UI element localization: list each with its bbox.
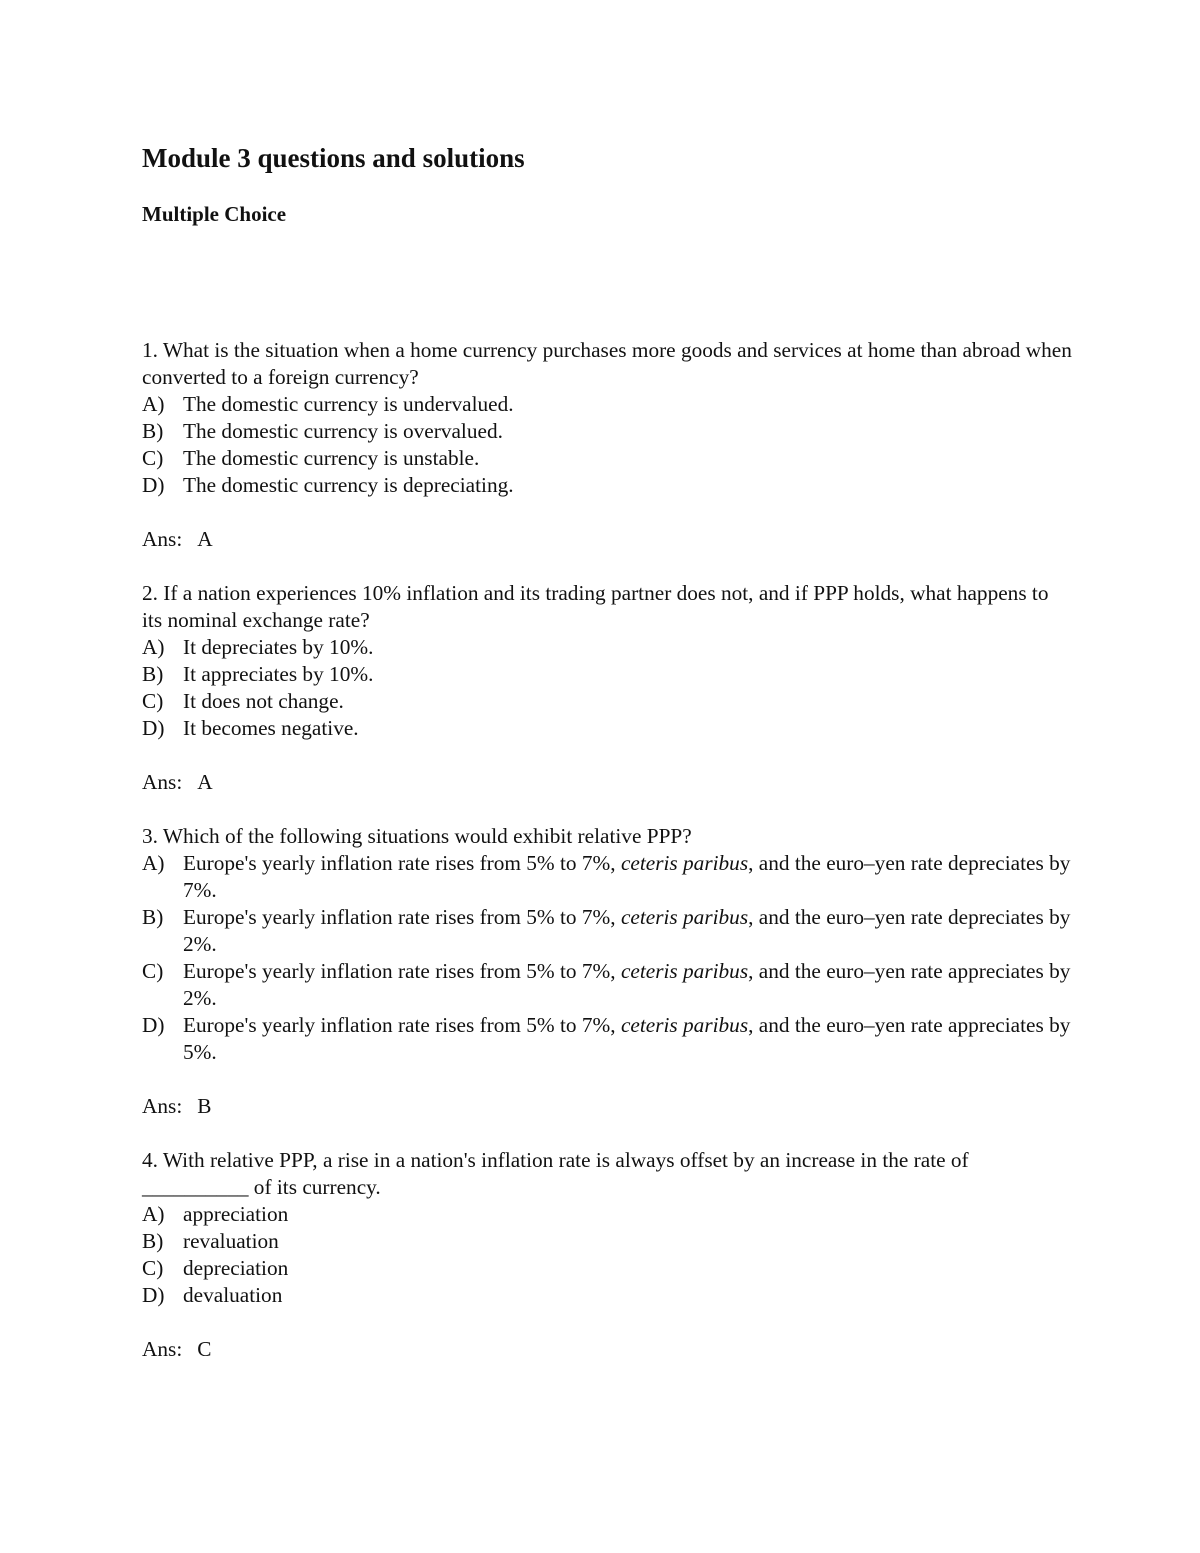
answer-option (142, 1201, 1072, 1228)
italic-term: ceteris paribus (620, 1013, 749, 1037)
option-letter: B) (142, 1229, 164, 1253)
option-letter: A) (142, 392, 165, 416)
answer-line (142, 1336, 1072, 1363)
option-text: The domestic currency is depreciating. (183, 473, 514, 497)
answer-label: Ans: (142, 527, 183, 551)
answer-option (142, 850, 1072, 904)
option-text: Europe's yearly inflation rate rises from 5% to 7%, ceteris paribus, and the euro–yen rate appreciates by 2%. (183, 959, 1071, 1010)
option-text: Europe's yearly inflation rate rises from 5% to 7%, ceteris paribus, and the euro–yen rate depreciates by 7%. (183, 851, 1071, 902)
option-letter: D) (142, 1283, 165, 1307)
answer-option (142, 688, 1072, 715)
answer-value: A (197, 527, 213, 551)
option-text: devaluation (183, 1283, 283, 1307)
answer-option (142, 1282, 1072, 1309)
answer-option (142, 634, 1072, 661)
option-text: appreciation (183, 1202, 289, 1226)
answer-line (142, 1093, 1072, 1120)
question-stem: 2. If a nation experiences 10% inflation and its trading partner does not, and if PPP holds, what happens to its nominal exchange rate? (142, 581, 1049, 632)
option-letter: D) (142, 473, 165, 497)
answer-label: Ans: (142, 1337, 183, 1361)
question-1 (142, 337, 1072, 553)
option-text: depreciation (183, 1256, 289, 1280)
answer-option (142, 904, 1072, 958)
answer-line (142, 526, 1072, 553)
answer-option (142, 445, 1072, 472)
option-letter: B) (142, 419, 164, 443)
answer-label: Ans: (142, 770, 183, 794)
answer-option (142, 1255, 1072, 1282)
answer-option (142, 472, 1072, 499)
italic-term: ceteris paribus (620, 905, 749, 929)
option-letter: A) (142, 1202, 165, 1226)
question-2 (142, 580, 1072, 796)
option-text: The domestic currency is unstable. (183, 446, 480, 470)
answer-option (142, 715, 1072, 742)
answer-option (142, 1228, 1072, 1255)
option-text: It does not change. (183, 689, 344, 713)
option-text: The domestic currency is undervalued. (183, 392, 514, 416)
italic-term: ceteris paribus (620, 851, 749, 875)
answer-option (142, 391, 1072, 418)
option-letter: C) (142, 959, 164, 983)
answer-option (142, 958, 1072, 1012)
italic-term: ceteris paribus (620, 959, 749, 983)
question-4 (142, 1147, 1072, 1363)
option-letter: B) (142, 905, 164, 929)
answer-value: B (197, 1094, 212, 1118)
section-heading: Multiple Choice (142, 202, 287, 226)
option-text: Europe's yearly inflation rate rises from 5% to 7%, ceteris paribus, and the euro–yen rate appreciates by 5%. (183, 1013, 1071, 1064)
question-stem: 4. With relative PPP, a rise in a nation's inflation rate is always offset by an increase in the rate of __________ of its currency. (142, 1148, 969, 1199)
answer-option (142, 661, 1072, 688)
question-list (142, 337, 1072, 1390)
option-letter: C) (142, 446, 164, 470)
answer-value: A (197, 770, 213, 794)
option-letter: B) (142, 662, 164, 686)
answer-value: C (197, 1337, 212, 1361)
option-text: revaluation (183, 1229, 279, 1253)
option-letter: A) (142, 635, 165, 659)
answer-option (142, 1012, 1072, 1066)
option-text: The domestic currency is overvalued. (183, 419, 503, 443)
option-letter: D) (142, 716, 165, 740)
option-text: It depreciates by 10%. (183, 635, 374, 659)
page-title: Module 3 questions and solutions (142, 143, 525, 173)
answer-label: Ans: (142, 1094, 183, 1118)
answer-option (142, 418, 1072, 445)
option-letter: C) (142, 689, 164, 713)
option-text: Europe's yearly inflation rate rises from 5% to 7%, ceteris paribus, and the euro–yen rate depreciates by 2%. (183, 905, 1071, 956)
answer-line (142, 769, 1072, 796)
question-3 (142, 823, 1072, 1120)
option-text: It appreciates by 10%. (183, 662, 374, 686)
option-letter: D) (142, 1013, 165, 1037)
option-text: It becomes negative. (183, 716, 359, 740)
option-letter: C) (142, 1256, 164, 1280)
question-stem: 3. Which of the following situations would exhibit relative PPP? (142, 824, 692, 848)
option-letter: A) (142, 851, 165, 875)
question-stem: 1. What is the situation when a home currency purchases more goods and services at home than abroad when converted to a foreign currency? (142, 338, 1072, 389)
